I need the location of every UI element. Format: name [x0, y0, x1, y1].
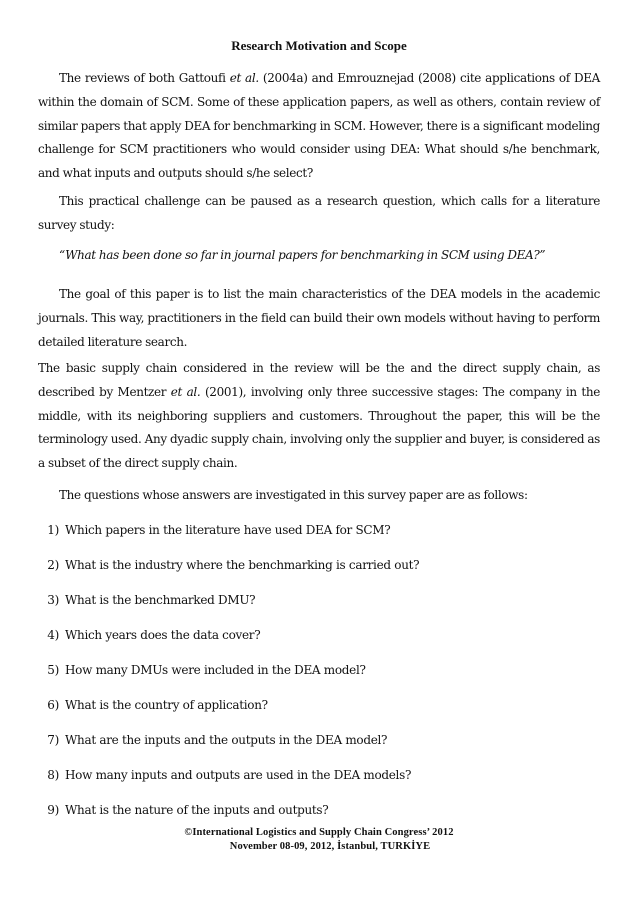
- list-item: [38, 661, 600, 679]
- paragraph-motivation: [38, 67, 600, 186]
- list-item: [38, 556, 600, 574]
- list-item-number: 5): [47, 663, 59, 677]
- paragraph-goal: [38, 283, 600, 354]
- list-item: [38, 801, 600, 819]
- list-item-number: 9): [47, 803, 59, 817]
- paragraph-supply-chain: [38, 357, 600, 476]
- list-item: [38, 766, 600, 784]
- list-item-text: What is the industry where the benchmarking is carried out?: [65, 558, 420, 572]
- list-item-text: How many DMUs were included in the DEA model?: [65, 663, 366, 677]
- research-question-text: “What has been done so far in journal papers for benchmarking in SCM using DEA?”: [59, 248, 546, 262]
- list-item-text: What is the nature of the inputs and outputs?: [65, 803, 329, 817]
- paragraph-challenge: [38, 190, 600, 238]
- paragraph-supply-chain-text-b: (2001), involving only three successive stages: The company in the middle, with its neighboring suppliers and customers. Throughout the paper, this will be the terminology used. Any dyadic supply chain, involving only the supplier and buyer, is considered as a subset of the direct supply chain.: [38, 384, 600, 471]
- list-item-text: Which papers in the literature have used DEA for SCM?: [65, 523, 391, 537]
- paragraph-motivation-text-a: The reviews of both Gattoufi: [59, 71, 230, 85]
- list-item: [38, 731, 600, 749]
- list-item-number: 7): [47, 733, 59, 747]
- list-item-number: 2): [47, 558, 59, 572]
- list-item-text: Which years does the data cover?: [65, 628, 261, 642]
- list-item: [38, 591, 600, 609]
- footer-date-location: November 08-09, 2012, İstanbul, TURKİYE: [229, 841, 431, 852]
- list-item: [38, 521, 600, 539]
- list-item: [38, 696, 600, 714]
- list-item-number: 4): [47, 628, 59, 642]
- section-heading: Research Motivation and Scope: [231, 38, 407, 53]
- paragraph-goal-text: The goal of this paper is to list the main characteristics of the DEA models in the academic journals. This way, practitioners in the field can build their own models without having to perform detailed literature search.: [38, 287, 600, 349]
- list-item-number: 1): [47, 523, 59, 537]
- list-item-text: What is the benchmarked DMU?: [65, 593, 256, 607]
- paragraph-supply-chain-text-a: The basic supply chain considered in the review will be the and the direct supply chain, as described by Mentzer: [38, 361, 600, 399]
- paragraph-questions-intro: [38, 484, 600, 508]
- page-footer: [0, 826, 638, 854]
- research-question-quote: [38, 244, 600, 268]
- footer-copyright: ©International Logistics and Supply Chain Congress’ 2012: [184, 827, 454, 838]
- list-item: [38, 626, 600, 644]
- list-item-number: 6): [47, 698, 59, 712]
- list-item-text: How many inputs and outputs are used in the DEA models?: [65, 768, 412, 782]
- paragraph-motivation-text-b: (2004a) and Emrouznejad (2008) cite applications of DEA within the domain of SCM. Some of these application papers, as well as others, contain review of similar papers that apply DEA for benchmarking in SCM. However, there is a significant modeling challenge for SCM practitioners who would consider using DEA: What should s/he benchmark, and what inputs and outputs should s/he select?: [38, 71, 600, 181]
- list-item-text: What is the country of application?: [65, 698, 268, 712]
- list-item-number: 8): [47, 768, 59, 782]
- paragraph-challenge-text: This practical challenge can be paused as a research question, which calls for a literature survey study:: [38, 194, 600, 232]
- paragraph-supply-chain-etal: et al.: [170, 384, 201, 399]
- list-item-text: What are the inputs and the outputs in the DEA model?: [65, 733, 388, 747]
- list-item-number: 3): [47, 593, 59, 607]
- paragraph-motivation-etal: et al.: [229, 71, 259, 85]
- paragraph-questions-intro-text: The questions whose answers are investigated in this survey paper are as follows:: [59, 488, 528, 502]
